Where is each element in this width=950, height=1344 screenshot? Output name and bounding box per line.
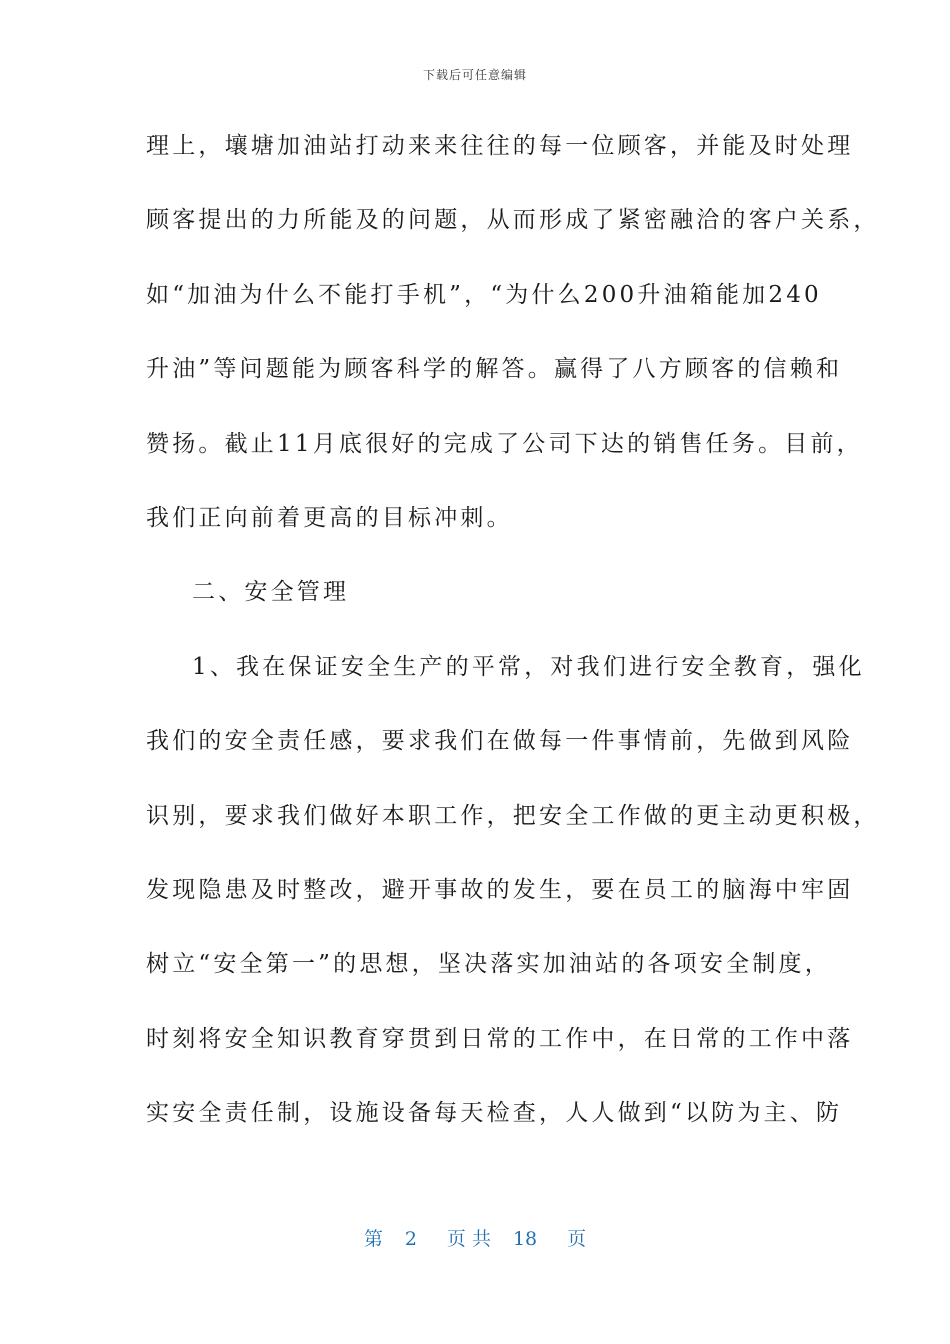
page-footer xyxy=(0,1224,950,1251)
text-line: 我们的安全责任感，要求我们在做每一件事情前，先做到风险 xyxy=(146,728,854,755)
footer-total-pages: 18 xyxy=(512,1228,538,1250)
text-line: 如“加油为什么不能打手机”，“为什么200升油箱能加240 xyxy=(146,281,822,308)
text-line: 理上，壤塘加油站打动来来往往的每一位顾客，并能及时处理 xyxy=(146,133,854,159)
text-line: 实安全责任制，设施设备每天检查，人人做到“以防为主、防 xyxy=(146,1100,843,1127)
text-line: 1、我在保证安全生产的平常，对我们进行安全教育，强化 xyxy=(192,653,865,680)
text-line: 识别，要求我们做好本职工作，把安全工作做的更主动更积极， xyxy=(146,802,880,829)
footer-suffix: 页 xyxy=(567,1228,587,1250)
footer-current-page: 2 xyxy=(404,1228,417,1250)
document-body xyxy=(146,120,880,1161)
footer-prefix: 第 xyxy=(363,1228,383,1250)
footer-middle: 页 共 xyxy=(446,1228,491,1250)
text-line: 升油”等问题能为顾客科学的解答。赢得了八方顾客的信赖和 xyxy=(146,356,843,383)
text-line: 树立“安全第一”的思想，坚决落实加油站的各项安全制度， xyxy=(146,951,831,978)
text-line: 发现隐患及时整改，避开事故的发生，要在员工的脑海中牢固 xyxy=(146,876,854,903)
text-line: 赞扬。截止11月底很好的完成了公司下达的销售任务。目前， xyxy=(146,430,863,457)
header-note: 下载后可任意编辑 xyxy=(422,68,527,82)
text-line: 顾客提出的力所能及的问题，从而形成了紧密融洽的客户关系， xyxy=(146,207,880,234)
text-line: 时刻将安全知识教育穿贯到日常的工作中，在日常的工作中落 xyxy=(146,1025,854,1052)
section-heading: 二、安全管理 xyxy=(192,579,350,606)
text-line: 我们正向前着更高的目标冲刺。 xyxy=(146,504,513,531)
